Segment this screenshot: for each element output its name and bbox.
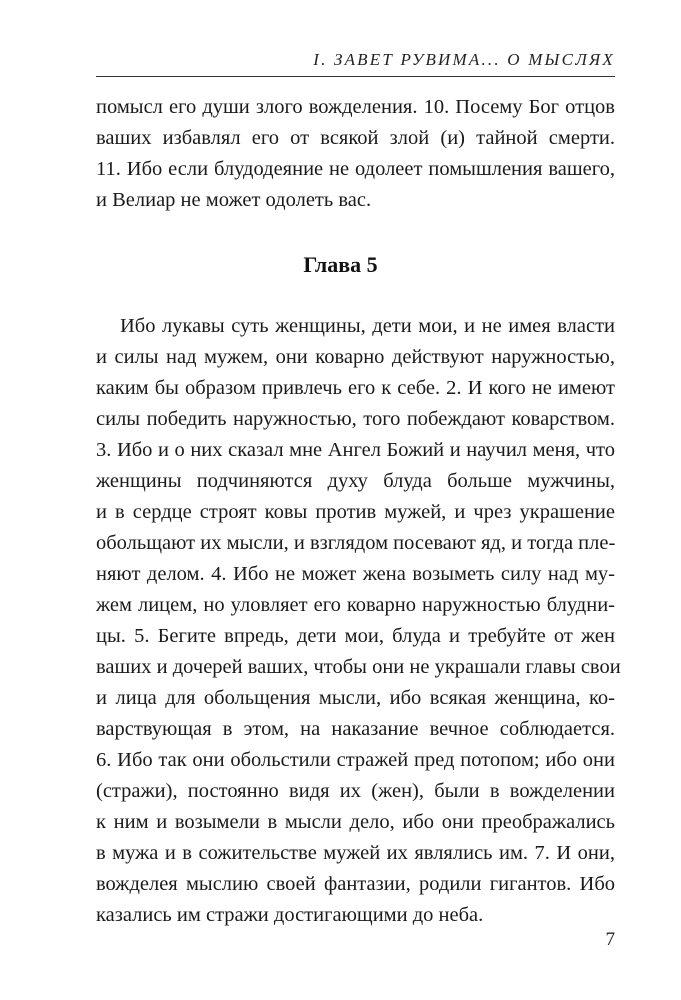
- text-line: Ибо лукавы суть женщины, дети мои, и не имея власти: [120, 315, 615, 337]
- chapter-title: Глава 5: [303, 252, 378, 277]
- text-line: варствующая в этом, на наказание вечное соблюдается.: [96, 718, 615, 740]
- text-line: к ним и возымели в мысли дело, ибо они преображались: [96, 811, 615, 833]
- text-line: и Велиар не может одолеть вас.: [96, 189, 372, 211]
- page-number: 7: [605, 929, 615, 950]
- text-line: няют делом. 4. Ибо не может жена возыметь силу над му-: [96, 563, 615, 585]
- text-line: 6. Ибо так они обольстили стражей пред потопом; ибо они: [96, 749, 615, 771]
- text-line: ваших и дочерей ваших, чтобы они не украшали главы свои: [96, 656, 621, 678]
- text-line: цы. 5. Бегите впредь, дети мои, блуда и требуйте от жен: [96, 625, 615, 647]
- text-line: и лица для обольщения мысли, ибо всякая женщина, ко-: [96, 687, 615, 709]
- running-head: I. ЗАВЕТ РУВИМА... О МЫСЛЯХ: [313, 50, 615, 69]
- text-line: и силы над мужем, они коварно действуют наружностью,: [96, 346, 615, 368]
- text-line: 11. Ибо если блудодеяние не одолеет помышления вашего,: [96, 158, 615, 180]
- top-paragraph: [96, 92, 615, 216]
- text-line: силы победить наружностью, того побеждают коварством.: [96, 408, 615, 430]
- text-line: в мужа и в сожительстве мужей их являлись им. 7. И они,: [96, 842, 615, 864]
- text-line: вожделея мыслию своей фантазии, родили гигантов. Ибо: [96, 873, 615, 895]
- text-line: обольщают их мысли, и взглядом посевают яд, и тогда пле-: [96, 532, 616, 554]
- text-line: и в сердце строят ковы против мужей, и чрез украшение: [96, 501, 615, 523]
- chapter-paragraph: [96, 311, 621, 931]
- text-line: жем лицем, но уловляет его коварно наружностью блудни-: [96, 594, 615, 616]
- text-line: женщины подчиняются духу блуда больше мужчины,: [96, 470, 615, 492]
- header-rule: [96, 76, 615, 77]
- text-line: ваших избавлял его от всякой злой (и) тайной смерти.: [96, 127, 615, 149]
- text-line: (стражи), постоянно видя их (жен), были в вожделении: [96, 780, 615, 802]
- text-line: 3. Ибо и о них сказал мне Ангел Божий и научил меня, что: [96, 439, 615, 461]
- text-line: каким бы образом привлечь его к себе. 2. И кого не имеют: [96, 377, 615, 399]
- text-line: казались им стражи достигающими до неба.: [96, 904, 484, 926]
- text-line: помысл его души злого вожделения. 10. Посему Бог отцов: [96, 96, 615, 118]
